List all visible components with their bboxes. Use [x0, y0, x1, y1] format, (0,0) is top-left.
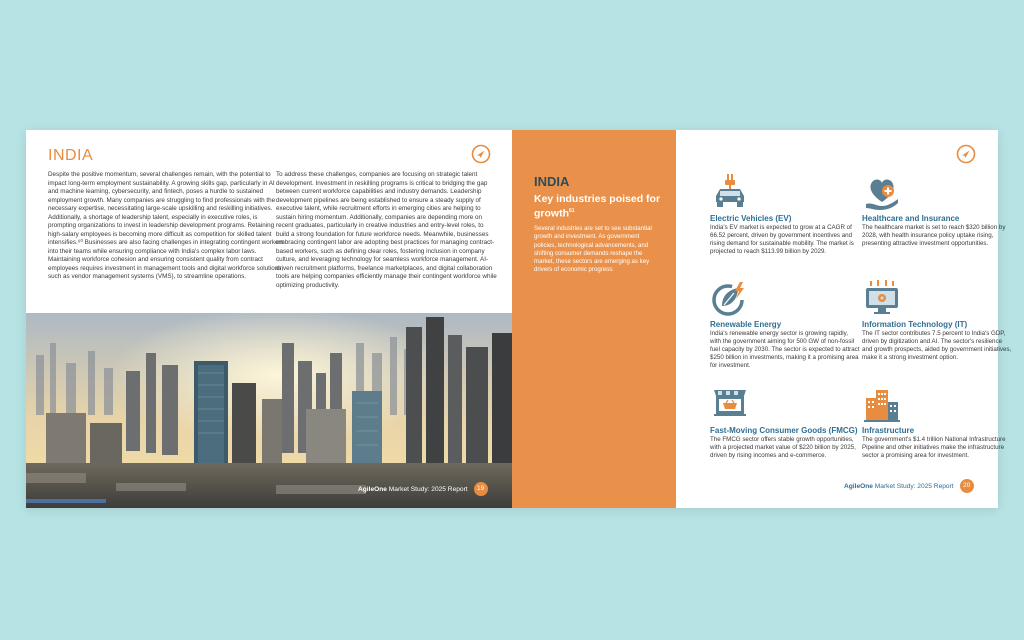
city-skyline-photo — [26, 313, 512, 508]
page-number: 20 — [960, 479, 974, 493]
page-footer — [844, 479, 974, 493]
industry-title: Healthcare and Insurance — [862, 214, 960, 223]
footnote-ref: 61 — [569, 208, 575, 214]
industry-infrastructure — [862, 384, 1012, 460]
page-number: 19 — [474, 482, 488, 496]
industry-title: Electric Vehicles (EV) — [710, 214, 792, 223]
industry-description: The government's $1.4 trillion National Infrastructure Pipeline and other initiatives make the infrastructure sector a promising area for investment. — [862, 435, 1006, 459]
footer-brand: AgileOne — [358, 485, 387, 493]
report-spread — [26, 130, 1012, 508]
industry-title: Fast-Moving Consumer Goods (FMCG) — [710, 426, 858, 435]
paragraph-strategies: To address these challenges, companies are focusing on strategic talent development. Investment in reskilling programs is critical to bridging the gap between current workforce capabilities and industry demands. Leadership development pipelines are being established to ensure a steady supply of executive talent, while recruitment efforts in emerging cities are helping to sustain hiring momentum. Additionally, companies are depending more on recent graduates, particularly in creative industries and entry-level roles, to build a strong foundation for future workforce needs. Meanwhile, businesses embracing contingent labor are adopting best practices for managing contract-based workers, such as defining clear roles, fostering inclusion in company culture, and leveraging technology for seamless workforce management. AI-driven recruitment platforms, freelance marketplaces, and digital collaboration tools are helping companies efficiently manage their contingent workforce while optimizing productivity. — [276, 171, 497, 289]
footer-label: Market Study: 2025 Report — [874, 482, 954, 490]
industry-description: The healthcare market is set to reach $320 billion by 2028, with health insurance policy uptake rising, presenting attractive investment opportunities. — [862, 223, 1006, 247]
ev-charging-car-icon — [710, 172, 750, 212]
panel-subtitle-text: Key industries poised for growth — [534, 193, 661, 220]
page-title: INDIA — [48, 147, 94, 164]
industry-healthcare — [862, 172, 1012, 248]
industry-renewable — [710, 278, 860, 371]
left-page — [26, 130, 512, 508]
paragraph-challenges: Despite the positive momentum, several challenges remain, with the potential to impact long-term employment sustainability. A growing skills gap, particularly in AI and machine learning, cybersecurity, and fintech, poses a hurdle to sustained employment growth. Many companies are struggling to find professionals with the necessary expertise, necessitating large-scale upskilling and reskilling initiatives. Additionally, a shortage of leadership talent, especially in executive roles, is prompting organizations to invest in leadership development programs. Retaining high-salary employees is becoming more difficult as competition for skilled talent intensifies.⁶⁰ Businesses are also facing challenges in integrating contingent workers into their teams while ensuring compliance with India's complex labor laws. Maintaining workforce cohesion and ensuring consistent quality from contract employees requires investment in management tools and digital workforce solutions, such as vendor management systems (VMS), to streamline operations. — [48, 171, 284, 280]
industry-title: Information Technology (IT) — [862, 320, 968, 329]
industry-description: The FMCG sector offers stable growth opportunities, with a projected market value of $220 billion by 2025, driven by rising incomes and e-commerce. — [710, 435, 856, 459]
compass-icon — [471, 144, 491, 164]
footer-brand: AgileOne — [844, 482, 873, 490]
industry-fmcg — [710, 384, 860, 460]
leaf-plug-icon — [710, 278, 750, 318]
orange-sidebar-panel — [512, 130, 676, 508]
industry-title: Renewable Energy — [710, 320, 782, 329]
compass-icon — [956, 144, 976, 164]
industry-ev — [710, 172, 860, 256]
shop-basket-icon — [710, 384, 750, 424]
panel-subtitle — [534, 193, 664, 220]
panel-intro: Several industries are set to see substantial growth and investment. As government policies, technological advancements, and shifting consumer demands reshape the market, these sectors are emerging as key drivers of economic progress: — [534, 225, 652, 274]
body-column-2 — [276, 171, 498, 290]
right-page — [676, 130, 1012, 508]
page-footer — [358, 482, 488, 496]
industry-description: India's EV market is expected to grow at a CAGR of 66.52 percent, driven by government incentives and rising demand for sustainable mobility. The market is projected to reach $113.99 billion by 2029. — [710, 223, 854, 256]
heart-hand-icon — [862, 172, 902, 212]
industry-title: Infrastructure — [862, 426, 915, 435]
industry-description: The IT sector contributes 7.5 percent to India's GDP, driven by digitization and AI. The sector's resilience and growth prospects, aided by government initiatives, make it a strong investment option. — [862, 329, 1012, 362]
body-column-1 — [48, 171, 284, 282]
monitor-gear-icon — [862, 278, 902, 318]
footer-label: Market Study: 2025 Report — [388, 485, 468, 493]
industry-description: India's renewable energy sector is growing rapidly, with the government aiming for 500 GW of non-fossil fuel capacity by 2030. The sector is expected to attract $250 billion in investments, making it a promising area for investment. — [710, 329, 860, 370]
industry-it — [862, 278, 1012, 362]
panel-title: INDIA — [534, 174, 570, 189]
buildings-icon — [862, 384, 902, 424]
